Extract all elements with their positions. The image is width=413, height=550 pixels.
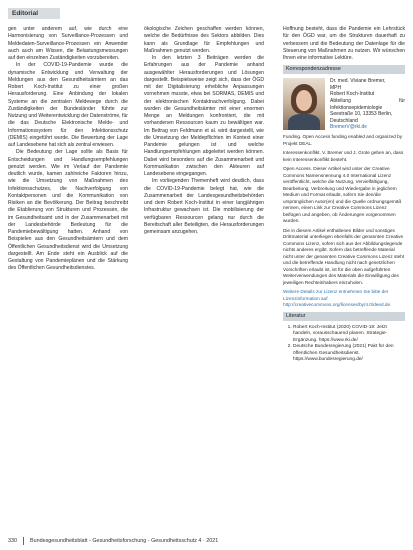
page-number: 330 xyxy=(8,538,17,544)
footer-divider xyxy=(23,537,24,545)
notes-block xyxy=(283,134,405,309)
text-column-3 xyxy=(283,26,405,364)
paragraph: In der COVID-19-Pandemie wurde die dynamische Entwicklung und Verwaltung der Meldungen aus den Gesundheitsämtern an das Robert Koch-Institut zu einer großen Herausforderung. Eine Anbindung der lokalen Systeme an die zentralen Meldewege durch die Zuständigkeiten der Bundesländer führte zur Nutzung und Weiterentwicklung der Datenströme, für die das Deutsche Elektronische Melde- und Informationssystem für den Infektionsschutz (DEMIS) eingeführt wurde. Die Bewertung der Lage auf Landesebene hat sich als zentral erwiesen. xyxy=(8,62,128,148)
contact-degree: MPH xyxy=(330,84,342,91)
contact-dept: Abteilung für Infektionsepidemiologie xyxy=(330,98,405,111)
conflict-note: Interessenkonflikt. V. Bremer und J. Grote geben an, dass kein Interessenkonflikt besteht. xyxy=(283,150,404,162)
paragraph: Die Bedeutung der Lage sollte als Basis für Entscheidungen und Handlungsempfehlungen genutzt werden. Wie im Verlauf der Pandemie deutlich wurde, kamen zahlreiche Faktoren hinzu, wie die Umsetzung von Maßnahmen des Infektionsschutzes, die Nachverfolgung von Kontaktpersonen und die Kommunikation von Risiken an die Bevölkerung. Der Beitrag beschreibt die Etablierung von Strukturen und Prozessen, die im Gesundheitsamt und in der Zusammenarbeit mit der Landesbehörde Bedeutung für die Pandemiebewältigung hatten. Anhand von Beispielen aus den Gesundheitsämtern und dem Öffentlichen Gesundheitsdienst wird die Umsetzung dargestellt. Am Ende steht ein Ausblick auf die Gestaltung von Pandemieplänen und die Stärkung des Öffentlichen Gesundheitsdienstes. xyxy=(8,149,128,272)
contact-details xyxy=(330,78,405,131)
contact-name: Dr. med. Viviane Bremer, xyxy=(330,78,386,85)
contact-email-link[interactable]: BremerV@rki.de xyxy=(330,124,368,131)
paragraph: ökologische Zeichen geschaffen werden können, welche die Bedürfnisse des Sektors abbilden. Dies kann als Grundlage für Empfehlungen und Maßnahmen genutzt werden. xyxy=(144,26,264,54)
license-note: Open Access. Dieser Artikel wird unter der Creative Commons Namensnennung 4.0 International Lizenz veröffentlicht, welche die Nutzung, Vervielfältigung, Bearbeitung, Verbreitung und Wiedergabe in jeglichem Medium und Format erlaubt, sofern Sie den/die ursprünglichen Autor(en) und die Quelle ordnungsgemäß nennen, einen Link zur Creative Commons Lizenz beifügen und angeben, ob Änderungen vorgenommen wurden. xyxy=(283,166,402,223)
section-tag: Editorial xyxy=(8,8,60,19)
text-column-1 xyxy=(8,26,128,273)
literature-heading: Literatur xyxy=(283,312,405,321)
reference-list xyxy=(283,325,405,364)
author-photo xyxy=(283,78,325,130)
contact-street: Seestraße 10, 13353 Berlin, xyxy=(330,111,393,118)
journal-name: Bundesgesundheitsblatt - Gesundheitsforschung - Gesundheitsschutz 4 · 2021 xyxy=(30,538,219,544)
paragraph: gen unter anderem auf, wie durch eine Harmonisierung von Surveillance-Prozessen und Meldedaten-Surveillance-Prozessen ein Anwender auch auch am Wissen, die Belastungsmessungen auf den einzelnen Zuständigkeiten vorzubereiten. xyxy=(8,26,128,61)
paragraph: Im vorliegenden Themenheft wird deutlich, dass die COVID-19-Pandemie belegt hat, wie die Zusammenarbeit der Landesgesundheitsbehörden und dem Robert Koch-Institut in einer langjährigen Infrastruktur gewachsen ist. Die mobilisierung der verfügbaren Ressourcen gelang nur durch die Bereitschaft aller Beteiligten, die Herausforderungen gemeinsam anzugehen. xyxy=(144,178,264,235)
text-column-2 xyxy=(144,26,264,236)
contact-country: Deutschland xyxy=(330,117,358,124)
funding-note: Funding. Open Access funding enabled and organized by Projekt DEAL. xyxy=(283,134,403,146)
paragraph: Hoffnung besteht, dass die Pandemie ein Lehrstück für den ÖGD war, um die Strukturen dauerhaft zu verbessern und die Bedeutung der Datenlage für die Steuerung von Maßnahmen zu nutzen. Wir wünschen Ihnen eine informative Lektüre. xyxy=(283,26,405,61)
contact-org: Robert Koch-Institut xyxy=(330,91,375,98)
reference-item[interactable]: 2. Deutsche Bundesregierung (2021) Pakt für den öffentlichen Gesundheitsdienst. https://www.bundesregierung.de/ xyxy=(293,344,405,364)
reference-item[interactable]: 1. Robert Koch-Institut (2020) COVID-19: Jetzt handeln, vorausschauend planen. Strategie-Ergänzung. https://www.rki.de/ xyxy=(293,325,405,345)
contact-block xyxy=(283,78,405,131)
license-link[interactable]: Weitere Details zur Lizenz entnehmen Sie bitte der Lizenzinformation auf http://creativecommons.org/licenses/by/4.0/deed.de. xyxy=(283,289,392,307)
correspondence-heading: Korrespondenzadresse xyxy=(283,65,405,74)
paragraph: In den letzten 3 Beiträgen werden die Erfahrungen aus der Pandemie anhand ausgewählter Herausforderungen und Lösungen dargestellt. Beispielsweise zeigt sich, dass der ÖGD mit der Digitalisierung erhebliche Anpassungen vornehmen musste, etwa bei SORMAS, DEMIS und der elektronischen Kontaktnachverfolgung. Dabei wurden die Gesundheitsämter mit einer enormen Menge an Meldungen konfrontiert, die mit vorhandenen Ressourcen kaum zu bewältigen war. Im Beitrag von Feldmann et al. wird dargestellt, wie die Umsetzung der Meldepflichten im Kontext einer Pandemie gelungen ist und welche Handlungsempfehlungen abgeleitet werden können. Dabei wird besonders auf die Zusammenarbeit und Kommunikation zwischen den Akteuren auf Landesebene eingegangen. xyxy=(144,55,264,177)
license-note-2: Die in diesem Artikel enthaltenen Bilder und sonstiges Drittmaterial unterliegen ebenfalls der genannten Creative Commons Lizenz, sofern sich aus der Abbildungslegende nichts anderes ergibt. Sofern das betreffende Material nicht unter der genannten Creative Commons Lizenz steht und die betreffende Handlung nicht nach gesetzlichen Vorschriften erlaubt ist, ist für die oben aufgeführten Weiterverwendungen des Materials die Einwilligung des jeweiligen Rechteinhabers einzuholen. xyxy=(283,227,405,285)
page-footer xyxy=(8,536,405,546)
